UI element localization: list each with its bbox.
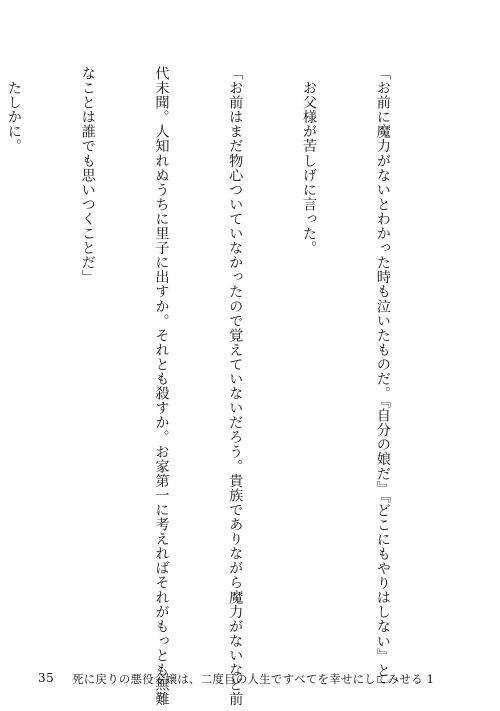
page-number: 35 xyxy=(38,671,55,685)
text-line: お父様が苦しげに言った。 xyxy=(301,66,318,256)
page-footer xyxy=(0,671,500,689)
text-line: なことは誰でも思いつくことだ」 xyxy=(79,66,96,285)
running-title: 死に戻りの悪役令嬢は、二度目の人生ですべてを幸せにしてみせる 1 xyxy=(72,672,435,686)
text-line: たしかに。 xyxy=(5,66,22,154)
text-line: 「お前はまだ物心ついていなかったので覚えていないだろう。貴族でありながら魔力がないなど前 xyxy=(227,66,244,707)
text-line: 代未聞。人知れぬうちに里子に出すか。それとも殺すか。お家第一に考えればそれがもっとも無難 xyxy=(153,66,170,707)
text-line: 「お前に魔力がないとわかった時も泣いたものだ。『自分の娘だ』『どこにもやりはしない』と」 xyxy=(374,66,391,692)
